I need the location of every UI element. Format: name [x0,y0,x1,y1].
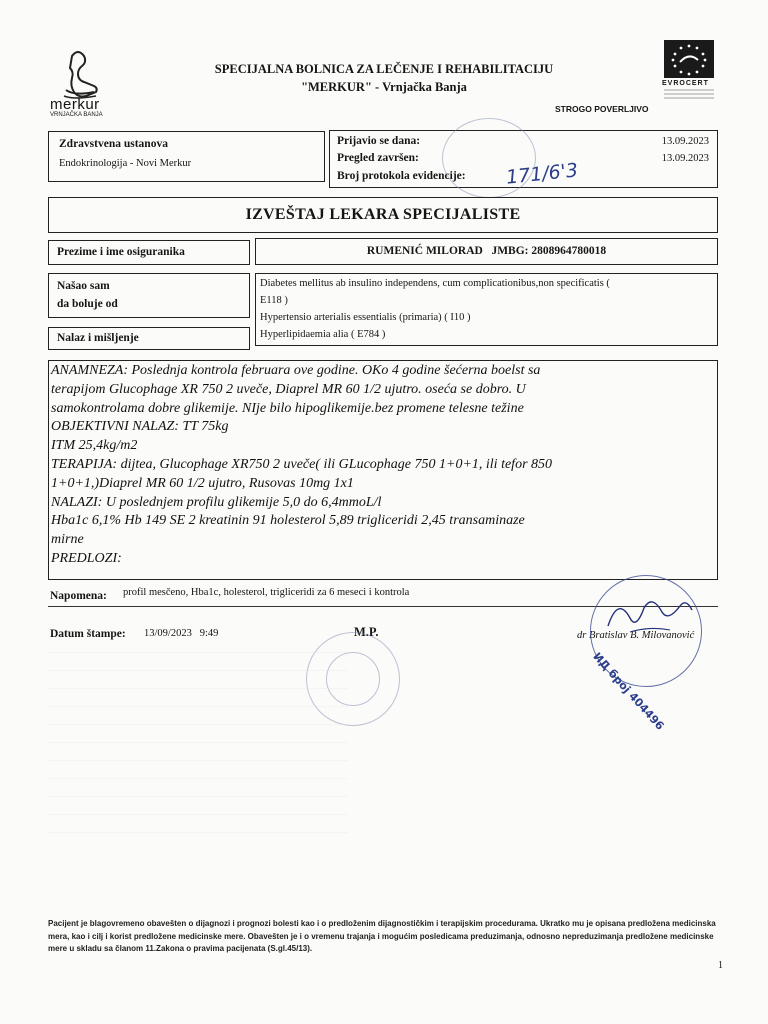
findings-line: OBJEKTIVNI NALAZ: TT 75kg [51,419,229,435]
diagnosis-line: E118 ) [260,295,288,306]
diagnosis-line: Diabetes mellitus ab insulino independens, cum complicationibus,non specificatis ( [260,278,610,289]
note-label: Napomena: [50,590,107,602]
report-title: IZVEŠTAJ LEKARA SPECIJALISTE [245,206,521,223]
hospital-name: SPECIJALNA BOLNICA ZA LEČENJE I REHABILITACIJU [214,62,554,76]
patient-value: RUMENIĆ MILORAD JMBG: 2808964780018 [366,245,607,257]
institution-box [48,131,325,182]
findings-line: 1+0+1,)Diaprel MR 60 1/2 ujutro, Rusovas 10mg 1x1 [51,475,354,491]
doctor-stamp-id: ИД број 404496 [590,650,667,733]
diagnosis-box [255,273,718,346]
diagnosis-line: Hyperlipidaemia alia ( E784 ) [260,329,386,340]
findings-line: samokontrolama dobre glikemije. NIje bilo hipoglikemije.bez promene telesne težine [51,400,524,416]
patient-label: Prezime i ime osiguranika [57,246,185,258]
logo-text: merkur [50,96,100,113]
diagnosis-label-2: da boluje od [57,298,118,310]
findings-text [51,362,552,569]
findings-label: Nalaz i mišljenje [57,332,139,344]
faint-stamp-top [442,118,536,198]
findings-line: TERAPIJA: dijtea, Glucophage XR750 2 uveče( ili GLucophage 750 1+0+1, ili tefor 850 [51,456,553,472]
protocol-value: 171/6'3 [505,159,580,189]
diagnosis-line: Hypertensio arterialis essentialis (primaria) ( I10 ) [260,312,471,323]
patient-label-box [48,240,250,265]
doctor-name: dr Bratislav B. Milovanović [577,630,695,641]
page-number: 1 [718,960,723,971]
title-box [48,197,718,233]
cert-label: EVROCERT [662,80,709,87]
findings-box [48,360,718,580]
footer-note: Pacijent je blagovremeno obavešten o dijagnozi i prognozi bolesti kao i o predloženim dijagnostičkim i terapijskim procedurama. Ukratko mu je opisana predložena medicinska mera, kao i cilj i korist predložene medicinske mere. Obavešten je i o vremenu trajanja i mogućim posledicama preduzimanja, odnosno nepreduzimanja predložene medicinske mere u skladu sa članom 11.Zakona o pravima pacijenata (S.gl.45/13). [48,919,716,953]
completed-label: Pregled završen: [337,152,419,164]
findings-line: mirne [51,532,84,548]
logo-subtext: VRNJAČKA BANJA [50,112,103,118]
institution-value: Endokrinologija - Novi Merkur [59,158,192,169]
signature-icon [600,588,700,638]
findings-line: ANAMNEZA: Poslednja kontrola februara ove godine. OKo 4 godine šećerna boelst sa [51,363,541,378]
findings-line: Hba1c 6,1% Hb 149 SE 2 kreatinin 91 holesterol 5,89 trigliceridi 2,45 transaminaze [51,513,525,529]
confidential-label: STROGO POVERLJIVO [555,104,649,114]
registered-value: 13.09.2023 [661,136,709,147]
protocol-label: Broj protokola evidencije: [337,170,466,182]
findings-line: PREDLOZI: [51,550,122,566]
institution-label: Zdravstvena ustanova [59,138,168,150]
print-date-label: Datum štampe: [50,628,126,640]
note-value: profil mesčeno, Hba1c, holesterol, trigliceridi za 6 meseci i kontrola [123,587,410,598]
registered-label: Prijavio se dana: [337,135,421,147]
findings-line: ITM 25,4kg/m2 [51,438,138,454]
eu-certificate-icon [660,38,718,108]
diagnosis-label-1: Našao sam [57,280,110,292]
findings-line: NALAZI: U poslednjem profilu glikemije 5,0 do 6,4mmoL/l [51,494,382,510]
patient-value-box [255,238,718,265]
completed-value: 13.09.2023 [661,153,709,164]
findings-label-box [48,327,250,350]
show-through-area [48,650,348,850]
diagnosis-label-box [48,273,250,318]
findings-line: terapijom Glucophage XR 750 2 uveče, Diaprel MR 60 1/2 ujutro. oseća se dobro. U [51,381,526,397]
print-date-value: 13/09/2023 9:49 [144,628,219,639]
hospital-city: "MERKUR" - Vrnjačka Banja [301,80,467,94]
mp-label: M.P. [354,625,379,639]
